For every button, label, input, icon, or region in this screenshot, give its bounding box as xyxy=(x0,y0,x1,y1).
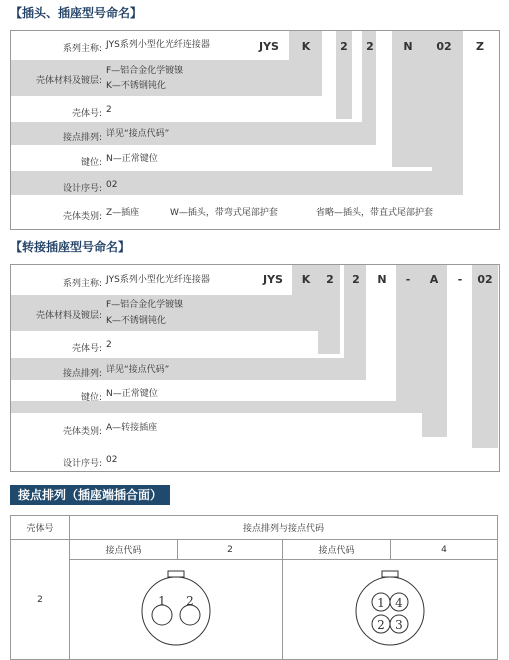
s2-row-design-label: 设计序号: xyxy=(62,459,102,469)
code-design: 02 xyxy=(436,40,452,53)
code-label-2: 接点代码 xyxy=(283,540,391,560)
s2-row-shell-label: 壳体号: xyxy=(71,344,102,354)
row-key-label: 键位: xyxy=(80,158,102,168)
code-jys: JYS xyxy=(259,40,279,53)
s2-code-design: 02 xyxy=(477,273,493,286)
row-shell-value: 2 xyxy=(106,105,112,115)
s2-code-type: A xyxy=(429,273,439,286)
s2-code-jys: JYS xyxy=(263,273,283,286)
contact-diagram-4 xyxy=(350,567,430,653)
code-label-1: 接点代码 xyxy=(70,540,178,560)
s2-code-key: N xyxy=(377,273,387,286)
col-arrangement-header: 接点排列与接点代码 xyxy=(70,516,498,540)
s2-row-material-value: F—铝合金化学镀镍 xyxy=(106,300,184,310)
row-design-label: 设计序号: xyxy=(62,184,102,194)
code-shell: 2 xyxy=(340,40,348,53)
s2-row-contacts-value: 详见“接点代码” xyxy=(106,365,170,375)
shell-number-cell: 2 xyxy=(11,540,70,660)
row-series-label: 系列主称: xyxy=(62,44,102,54)
contact-arrangement-table xyxy=(10,515,498,660)
row-material-value: F—铝合金化学镀镍 xyxy=(106,66,184,76)
row-body-value: Z—插座 xyxy=(106,208,140,218)
section2-title: 【转接插座型号命名】 xyxy=(10,240,131,254)
row-material-label: 壳体材料及镀层: xyxy=(35,76,102,86)
diagram-2-cell xyxy=(70,560,283,660)
section1-title: 【插头、插座型号命名】 xyxy=(10,6,143,20)
code-body: Z xyxy=(476,40,484,53)
row-contacts-label: 接点排列: xyxy=(62,133,102,143)
s2-row-material-value2: K—不锈钢钝化 xyxy=(106,316,166,326)
s2-row-shell-value: 2 xyxy=(106,340,112,350)
col-shell-header: 壳体号 xyxy=(11,516,70,540)
row-body-label: 壳体类别: xyxy=(62,212,102,222)
s2-row-series-label: 系列主称: xyxy=(62,279,102,289)
section3-title: 接点排列（插座端插合面） xyxy=(10,485,170,505)
pin-a1: 1 xyxy=(158,593,166,608)
row-series-value: JYS系列小型化光纤连接器 xyxy=(106,40,210,50)
code-value-2: 4 xyxy=(391,540,498,560)
s2-code-dash2: - xyxy=(457,273,463,286)
diagram-4-cell xyxy=(283,560,498,660)
code-value-1: 2 xyxy=(178,540,283,560)
s2-row-type-label: 壳体类别: xyxy=(62,427,102,437)
s2-code-dash1: - xyxy=(405,273,411,286)
s2-band-design xyxy=(11,437,472,448)
band-vert-design xyxy=(432,31,463,195)
row-material-value2: K—不锈钢钝化 xyxy=(106,81,166,91)
s2-row-type-value: A—转接插座 xyxy=(106,423,158,433)
row-design-value: 02 xyxy=(106,180,118,190)
pin-b3: 3 xyxy=(395,617,403,632)
code-material: K xyxy=(301,40,311,53)
code-key: N xyxy=(403,40,413,53)
s2-row-series-value: JYS系列小型化光纤连接器 xyxy=(106,275,210,285)
row-key-value: N—正常键位 xyxy=(106,154,158,164)
s2-row-key-label: 键位: xyxy=(80,393,102,403)
s2-row-key-value: N—正常键位 xyxy=(106,389,158,399)
pin-b1: 1 xyxy=(377,595,385,610)
row-body-value3: 省略—插头，带直式尾部护套 xyxy=(316,208,434,218)
s2-code-shell: 2 xyxy=(326,273,334,286)
pin-a2: 2 xyxy=(186,593,194,608)
contact-diagram-2 xyxy=(136,567,216,653)
pin-b2: 2 xyxy=(377,617,385,632)
s2-row-material-label: 壳体材料及镀层: xyxy=(35,311,102,321)
row-shell-label: 壳体号: xyxy=(71,109,102,119)
s2-row-design-value: 02 xyxy=(106,455,118,465)
row-contacts-value: 详见“接点代码” xyxy=(106,129,170,139)
code-contacts: 2 xyxy=(366,40,374,53)
s2-row-contacts-label: 接点排列: xyxy=(62,369,102,379)
s2-code-material: K xyxy=(301,273,311,286)
s2-code-contacts: 2 xyxy=(352,273,360,286)
row-body-value2: W—插头，带弯式尾部护套 xyxy=(170,208,278,218)
s2-band-vert-type xyxy=(422,265,447,437)
s2-band-vert-design xyxy=(472,265,498,448)
pin-b4: 4 xyxy=(395,595,403,610)
